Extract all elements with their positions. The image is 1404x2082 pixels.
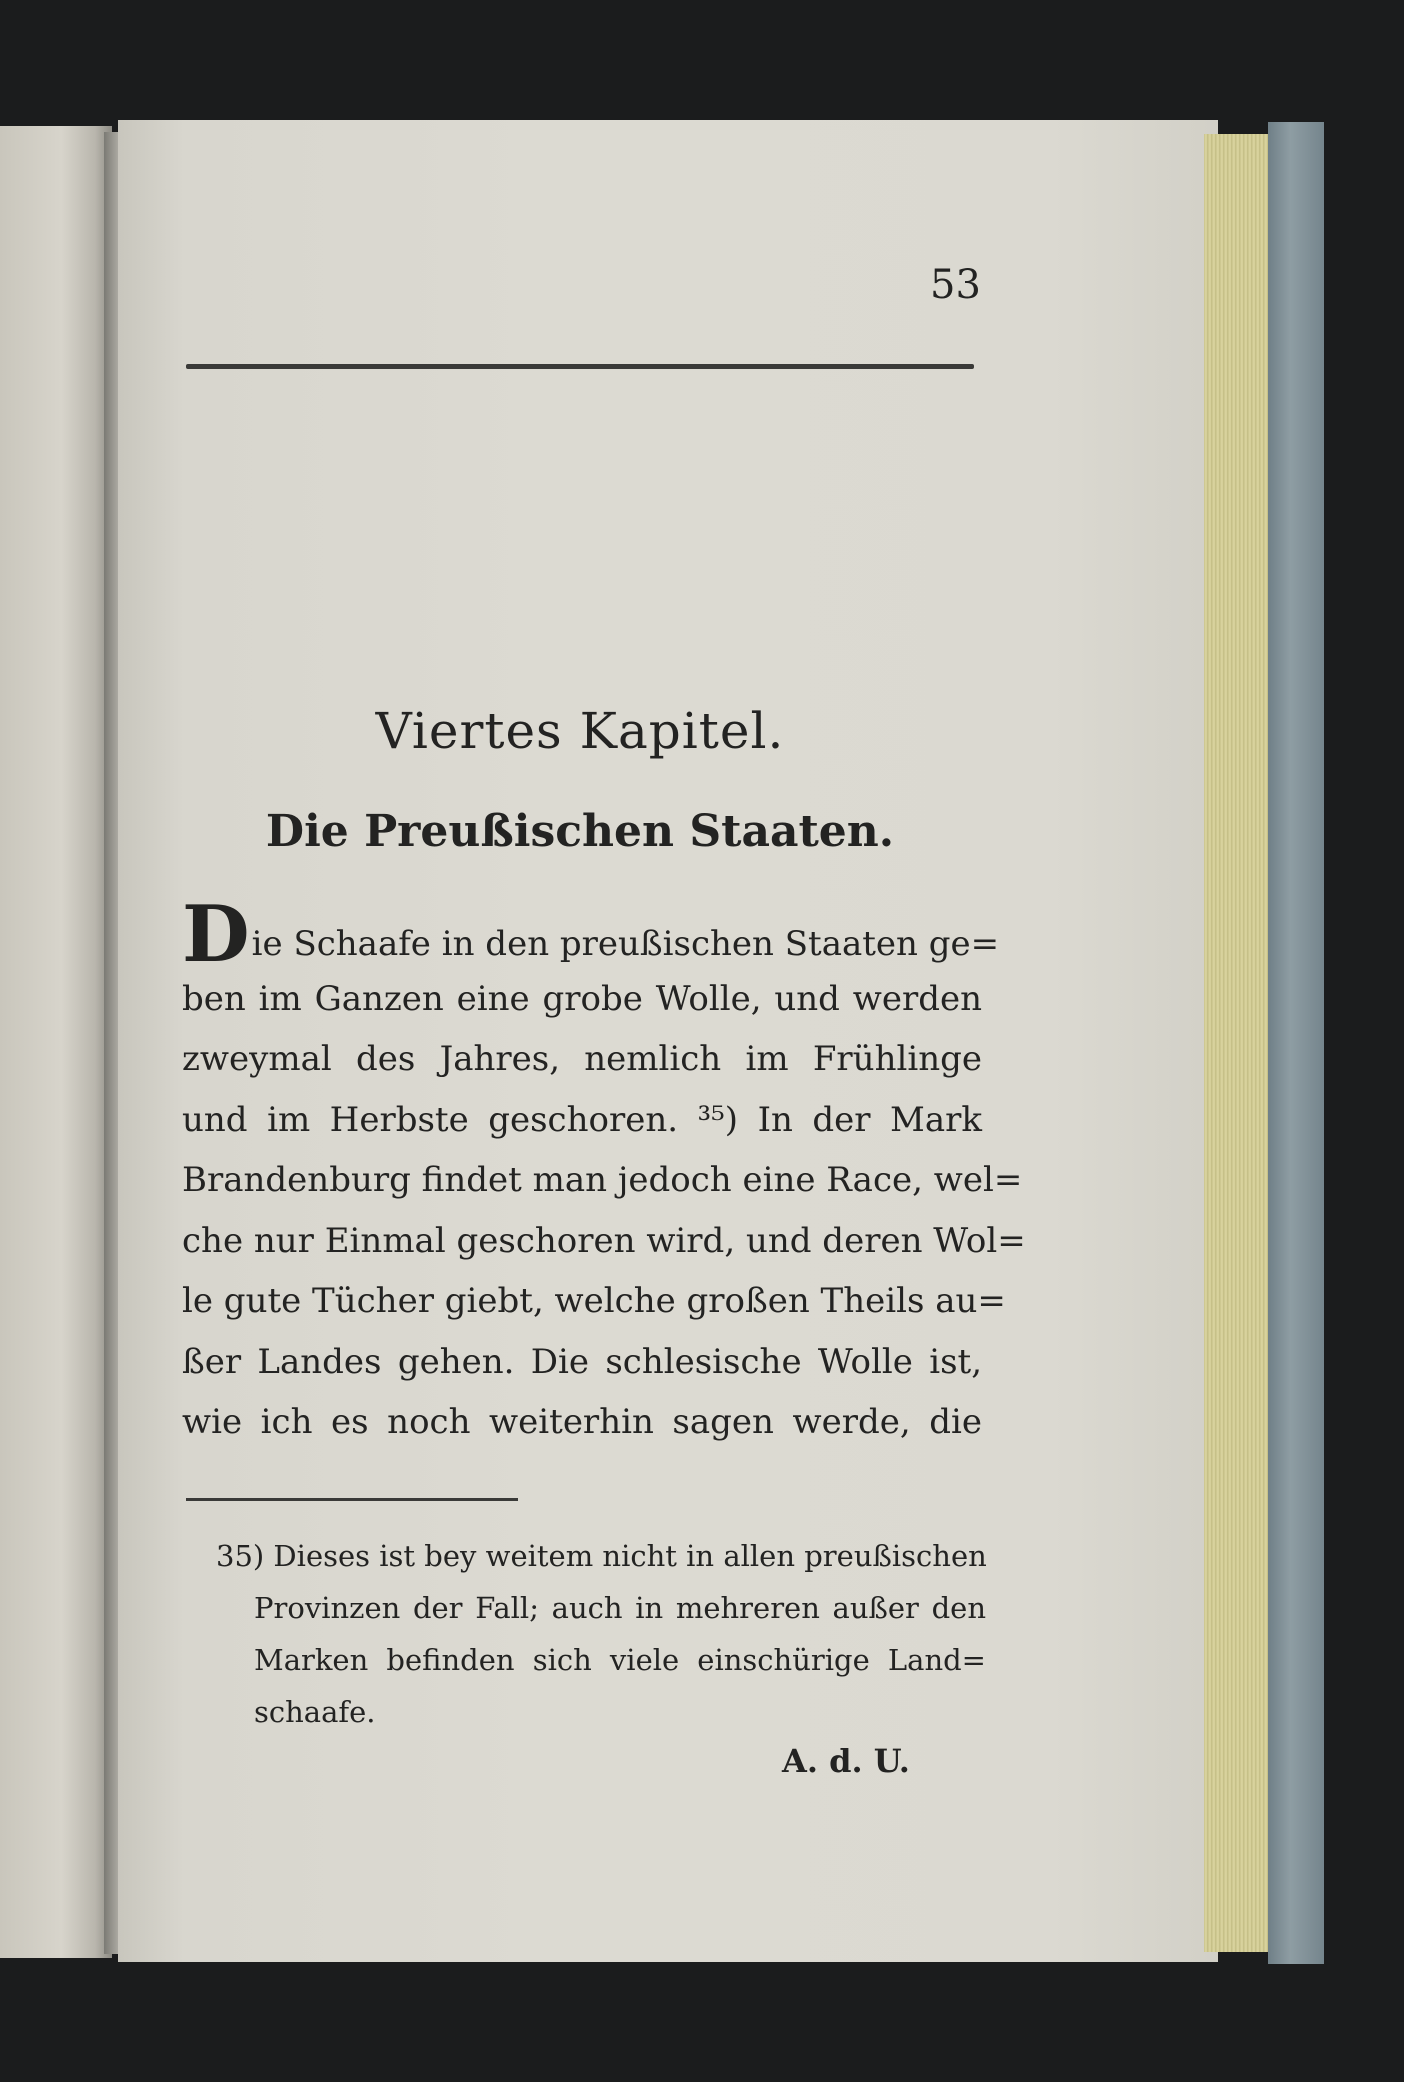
body-line-text: ie Schaafe in den preußischen Staaten ge=	[251, 924, 1000, 964]
body-line: wie ich es noch weiterhin sagen werde, die	[182, 1402, 982, 1442]
section-title: Die Preußischen Staaten.	[265, 806, 895, 857]
body-line: le gute Tücher giebt, welche großen Theils au=	[182, 1281, 1006, 1321]
body-line: und im Herbste geschoren. ³⁵) In der Mark	[182, 1099, 982, 1140]
footnote	[216, 1530, 986, 1738]
body-line: Brandenburg findet man jedoch eine Race, wel=	[182, 1160, 1023, 1200]
drop-cap: D	[182, 889, 250, 980]
body-line: ßer Landes gehen. Die schlesische Wolle ist,	[182, 1341, 982, 1382]
footnote-rule	[186, 1498, 518, 1501]
footnote-line: 35) Dieses ist bey weitem nicht in allen preußischen	[216, 1539, 987, 1573]
body-line: ben im Ganzen eine grobe Wolle, und werden	[182, 978, 982, 1019]
chapter-title: Viertes Kapitel.	[375, 702, 785, 760]
footnote-line: Provinzen der Fall; auch in mehreren außer den	[254, 1591, 986, 1625]
footnote-line: Marken befinden sich viele einschürige Land=	[254, 1643, 986, 1677]
body-paragraph	[182, 889, 1026, 1453]
page-number: 53	[930, 262, 981, 308]
header-rule	[186, 364, 974, 369]
footnote-signature: A. d. U.	[782, 1742, 910, 1780]
body-line: che nur Einmal geschoren wird, und deren Wol=	[182, 1220, 1026, 1261]
body-line: zweymal des Jahres, nemlich im Frühlinge	[182, 1039, 982, 1079]
footnote-line: schaafe.	[254, 1695, 376, 1729]
body-line	[182, 889, 1000, 980]
